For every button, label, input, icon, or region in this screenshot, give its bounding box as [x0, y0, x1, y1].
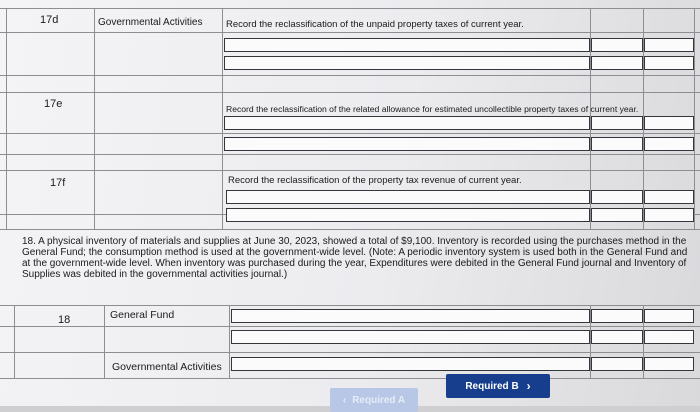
debit-input[interactable] [591, 190, 643, 204]
entry-description: Record the reclassification of the unpaid property taxes of current year. [226, 19, 524, 30]
grid-line [0, 170, 700, 171]
credit-input[interactable] [644, 38, 694, 52]
entry-number: 18 [58, 314, 71, 326]
account-input[interactable] [226, 190, 590, 204]
entry-description: Record the reclassification of the related allowance for estimated uncollectible property taxes of current year. [226, 104, 639, 114]
grid-line [0, 378, 700, 379]
credit-input[interactable] [644, 190, 694, 204]
debit-input[interactable] [591, 330, 643, 344]
credit-input[interactable] [644, 137, 694, 151]
account-input[interactable] [231, 309, 590, 323]
account-input[interactable] [224, 38, 590, 52]
entry-number: 17e [44, 98, 63, 110]
problem-18-instructions: 18. A physical inventory of materials and supplies at June 30, 2023, showed a total of $9,100. Inventory is recorded using the purchases method in the General Fund; the consumption method is used at the government-wide level. (Note: A periodic inventory system is used both in the General Fund and at the government-wide level. When inventory was purchased during the year, Expenditures were debited in the General Fund journal and Inventory of Supplies was debited in the governmental activities journal.) [22, 236, 688, 280]
required-a-label: Required A [352, 394, 406, 406]
account-input[interactable] [231, 330, 590, 344]
account-input[interactable] [224, 116, 590, 130]
debit-input[interactable] [591, 357, 643, 371]
grid-line [0, 154, 700, 155]
grid-line [104, 305, 105, 379]
entry-number: 17f [50, 177, 66, 189]
grid-line [0, 92, 700, 93]
grid-line [229, 305, 230, 379]
grid-line [0, 352, 700, 353]
credit-input[interactable] [644, 208, 694, 222]
debit-input[interactable] [591, 137, 643, 151]
activities-label: Governmental Activities [112, 361, 222, 373]
entry-description: Record the reclassification of the property tax revenue of current year. [228, 175, 522, 186]
account-input[interactable] [224, 56, 590, 70]
grid-line [0, 133, 700, 134]
grid-line [0, 326, 700, 327]
grid-line [0, 8, 700, 9]
credit-input[interactable] [644, 309, 694, 323]
debit-input[interactable] [591, 56, 643, 70]
required-b-label: Required B [465, 380, 519, 392]
account-input[interactable] [231, 357, 590, 371]
grid-line [0, 229, 700, 230]
grid-line [222, 8, 223, 230]
grid-line [94, 8, 95, 230]
grid-line [14, 305, 15, 379]
grid-line [694, 8, 695, 230]
account-label: Governmental Activities [98, 17, 203, 28]
credit-input[interactable] [644, 56, 694, 70]
debit-input[interactable] [591, 208, 643, 222]
grid-line [0, 75, 700, 76]
required-b-button[interactable] [446, 374, 550, 398]
debit-input[interactable] [591, 116, 643, 130]
credit-input[interactable] [644, 330, 694, 344]
credit-input[interactable] [644, 116, 694, 130]
entry-number: 17d [40, 14, 59, 26]
debit-input[interactable] [591, 38, 643, 52]
debit-input[interactable] [591, 309, 643, 323]
account-input[interactable] [224, 137, 590, 151]
grid-line [0, 305, 700, 306]
fund-label: General Fund [110, 309, 175, 321]
required-a-button[interactable] [330, 388, 418, 412]
credit-input[interactable] [644, 357, 694, 371]
account-input[interactable] [226, 208, 590, 222]
chevron-left-icon: ‹ [342, 394, 347, 406]
grid-line [6, 8, 7, 230]
chevron-right-icon: › [526, 379, 531, 393]
grid-line [0, 32, 700, 33]
